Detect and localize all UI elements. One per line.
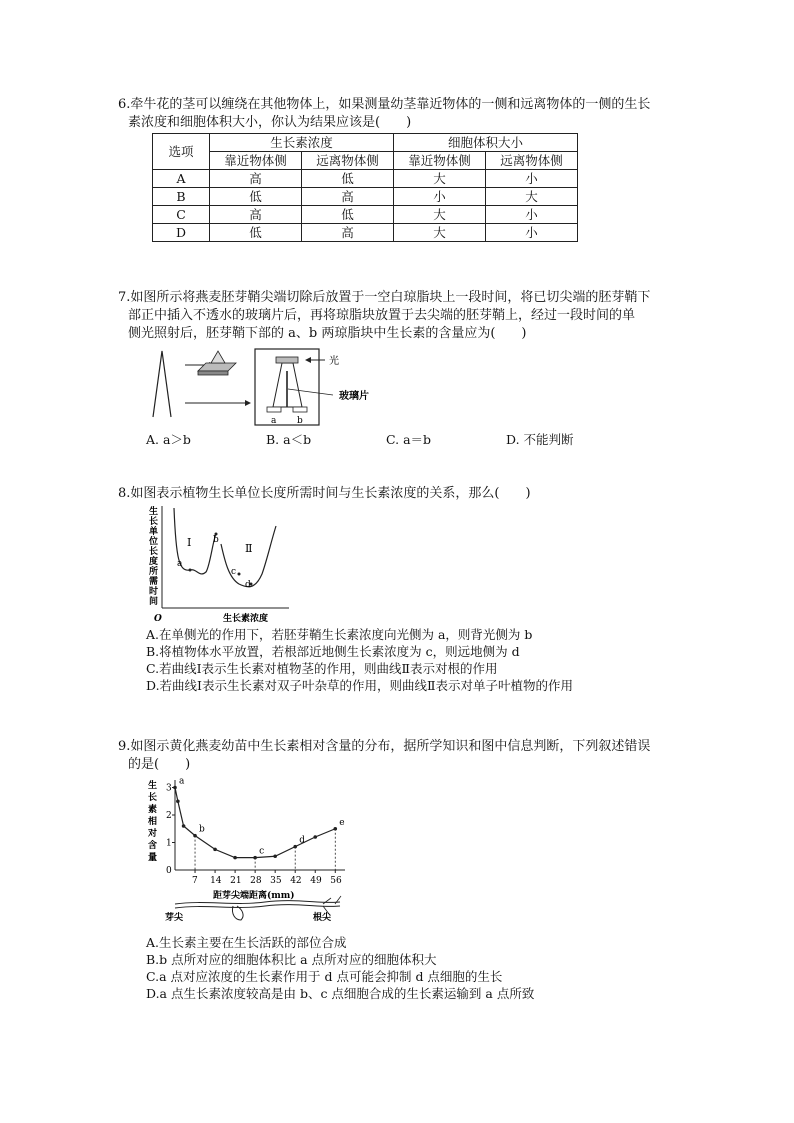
coleoptile-tip-shape bbox=[153, 351, 171, 417]
q9-data-point bbox=[193, 834, 197, 838]
q9-y-tick-label: 0 bbox=[166, 866, 172, 876]
ylabel-char: 度 bbox=[149, 557, 159, 567]
table-cell: 高 bbox=[210, 170, 302, 188]
arrow-head-icon bbox=[245, 400, 251, 406]
agar-block-b bbox=[293, 407, 307, 412]
q9-data-point bbox=[233, 856, 237, 860]
q8-origin: O bbox=[154, 614, 162, 624]
q8-label-c: c bbox=[231, 567, 237, 577]
q7-option-d[interactable]: D. 不能判断 bbox=[506, 432, 574, 447]
q6-th-option: 选项 bbox=[153, 134, 210, 170]
q9-data-point bbox=[273, 854, 277, 858]
q6-stem-line1: 6.牵牛花的茎可以缠绕在其他物体上，如果测量幼茎靠近物体的一侧和远离物体的一侧的生长 bbox=[118, 97, 651, 112]
table-cell: 低 bbox=[302, 170, 394, 188]
table-row bbox=[153, 206, 578, 224]
q6-table bbox=[152, 133, 578, 242]
tip-on-agar-icon bbox=[211, 351, 225, 363]
table-row bbox=[153, 170, 578, 188]
arrow-head-icon bbox=[305, 357, 311, 363]
q6-th-near-1: 靠近物体侧 bbox=[210, 152, 302, 170]
seedling-stem bbox=[175, 901, 340, 904]
table-cell: 高 bbox=[302, 188, 394, 206]
question-6 bbox=[118, 96, 698, 132]
table-row bbox=[153, 224, 578, 242]
table-cell: 大 bbox=[394, 224, 486, 242]
q8-curve-2 bbox=[221, 526, 276, 587]
table-cell: 小 bbox=[394, 188, 486, 206]
q9-stem-line2: 的是( ) bbox=[128, 757, 191, 772]
table-cell: D bbox=[153, 224, 210, 242]
q8-options bbox=[146, 626, 706, 694]
q6-th-near-2: 靠近物体侧 bbox=[394, 152, 486, 170]
glass-label: 玻璃片 bbox=[339, 391, 369, 402]
table-cell: 大 bbox=[394, 206, 486, 224]
table-cell: 高 bbox=[210, 206, 302, 224]
root-hairs bbox=[323, 896, 341, 914]
ylabel-char: 位 bbox=[149, 537, 159, 547]
q9-x-tick-label: 14 bbox=[210, 876, 222, 886]
ylabel-char: 长 bbox=[149, 547, 159, 557]
q8-option-a[interactable]: A.在单侧光的作用下，若胚芽鞘生长素浓度向光侧为 a，则背光侧为 b bbox=[146, 627, 533, 642]
q8-point-c bbox=[238, 573, 241, 576]
ylabel-char: 长 bbox=[148, 793, 158, 803]
table-cell: 小 bbox=[486, 224, 578, 242]
question-8 bbox=[118, 485, 698, 503]
q9-data-point bbox=[176, 799, 180, 803]
q8-option-c[interactable]: C.若曲线Ⅰ表示生长素对植物茎的作用，则曲线Ⅱ表示对根的作用 bbox=[146, 661, 498, 676]
q9-data-point bbox=[253, 856, 257, 860]
q9-options bbox=[146, 934, 706, 1002]
ylabel-char: 素 bbox=[148, 805, 158, 815]
table-cell: 低 bbox=[210, 188, 302, 206]
q9-data-point bbox=[333, 827, 337, 831]
label-a: a bbox=[271, 416, 277, 426]
ylabel-char: 需 bbox=[149, 577, 159, 587]
q9-x-tick-label: 42 bbox=[290, 876, 302, 886]
q8-label-b: b bbox=[213, 535, 219, 545]
q7-option-a[interactable]: A. a＞b bbox=[146, 432, 191, 447]
q9-option-c[interactable]: C.a 点对应浓度的生长素作用于 d 点可能会抑制 d 点细胞的生长 bbox=[146, 969, 503, 984]
q9-x-tick-label: 49 bbox=[310, 876, 322, 886]
q9-xlabel: 距芽尖端距离(mm) bbox=[213, 891, 295, 901]
q8-xlabel: 生长素浓度 bbox=[223, 614, 269, 624]
q7-stem-line3: 侧光照射后，胚芽鞘下部的 a、b 两琼脂块中生长素的含量应为( ) bbox=[128, 326, 527, 341]
q7-options bbox=[146, 430, 706, 448]
table-cell: 大 bbox=[394, 170, 486, 188]
q9-y-tick-label: 2 bbox=[166, 811, 172, 821]
q9-stem-line1: 9.如图示黄化燕麦幼苗中生长素相对含量的分布，据所学知识和图中信息判断，下列叙述错误 bbox=[118, 739, 651, 754]
glass-pointer-line bbox=[288, 389, 333, 395]
q8-label-a: a bbox=[177, 559, 183, 569]
agar-block-top bbox=[198, 363, 236, 371]
q9-point-label: b bbox=[199, 824, 205, 835]
q9-option-a[interactable]: A.生长素主要在生长活跃的部位合成 bbox=[146, 935, 347, 950]
q7-option-c[interactable]: C. a＝b bbox=[386, 432, 432, 447]
q9-data-point bbox=[213, 848, 217, 852]
q9-x-tick-label: 28 bbox=[250, 876, 262, 886]
label-b: b bbox=[297, 416, 303, 426]
q9-data-point bbox=[173, 786, 177, 790]
seed-shape bbox=[232, 906, 243, 920]
table-row bbox=[153, 188, 578, 206]
q7-stem-line1: 7.如图所示将燕麦胚芽鞘尖端切除后放置于一空白琼脂块上一段时间，将已切尖端的胚芽鞘下 bbox=[118, 290, 651, 305]
table-cell: C bbox=[153, 206, 210, 224]
q9-figure bbox=[145, 778, 355, 928]
q9-x-tick-label: 56 bbox=[330, 876, 342, 886]
ylabel-char: 量 bbox=[148, 853, 158, 863]
q9-root-label: 根尖 bbox=[313, 913, 332, 923]
ylabel-char: 生 bbox=[149, 507, 159, 517]
table-cell: 低 bbox=[302, 206, 394, 224]
q7-figure bbox=[145, 345, 405, 427]
q9-x-tick-label: 21 bbox=[230, 876, 242, 886]
q9-point-label: a bbox=[179, 778, 185, 787]
q9-y-tick-label: 3 bbox=[166, 783, 172, 794]
q9-series-line bbox=[175, 788, 335, 858]
q8-point-a bbox=[189, 569, 192, 572]
q9-point-label: c bbox=[259, 846, 265, 857]
q9-option-b[interactable]: B.b 点所对应的细胞体积比 a 点所对应的细胞体积大 bbox=[146, 952, 437, 967]
q9-tip-label: 芽尖 bbox=[165, 913, 184, 923]
q9-data-point bbox=[313, 835, 317, 839]
q8-curve-2-label: Ⅱ bbox=[245, 542, 253, 555]
q9-ylabel bbox=[147, 779, 157, 863]
table-cell: 高 bbox=[302, 224, 394, 242]
table-cell: B bbox=[153, 188, 210, 206]
table-cell: 低 bbox=[210, 224, 302, 242]
light-label: 光 bbox=[329, 356, 339, 367]
q7-stem-line2: 部正中插入不透水的玻璃片后，再将琼脂块放置于去尖端的胚芽鞘上，经过一段时间的单 bbox=[128, 308, 636, 323]
q8-curve-1-label: Ⅰ bbox=[187, 536, 192, 549]
ylabel-char: 单 bbox=[149, 527, 159, 537]
q6-th-far-2: 远离物体侧 bbox=[486, 152, 578, 170]
q7-option-b[interactable]: B. a＜b bbox=[266, 432, 312, 447]
agar-block-a bbox=[267, 407, 281, 412]
q8-option-d[interactable]: D.若曲线Ⅰ表示生长素对双子叶杂草的作用，则曲线Ⅱ表示对单子叶植物的作用 bbox=[146, 678, 573, 693]
table-cell: 小 bbox=[486, 206, 578, 224]
question-7 bbox=[118, 289, 698, 343]
q6-th-auxin: 生长素浓度 bbox=[210, 134, 394, 152]
question-9 bbox=[118, 738, 698, 774]
q6-stem-line2: 素浓度和细胞体积大小，你认为结果应该是( ) bbox=[128, 115, 412, 130]
q6-th-cell: 细胞体积大小 bbox=[394, 134, 578, 152]
q8-label-d: d bbox=[245, 580, 251, 590]
ylabel-char: 间 bbox=[149, 597, 159, 607]
q9-x-tick-label: 7 bbox=[192, 876, 198, 886]
q8-ylabel bbox=[148, 505, 158, 607]
ylabel-char: 含 bbox=[148, 841, 158, 851]
table-cell: 小 bbox=[486, 170, 578, 188]
q9-data-point bbox=[293, 845, 297, 849]
q8-figure bbox=[143, 504, 293, 624]
seedling-stem-lower bbox=[175, 905, 340, 908]
ylabel-char: 时 bbox=[149, 587, 159, 597]
table-cell: A bbox=[153, 170, 210, 188]
q9-point-label: e bbox=[339, 817, 345, 828]
q9-data-point bbox=[182, 824, 186, 828]
ylabel-char: 对 bbox=[148, 829, 158, 839]
q8-option-b[interactable]: B.将植物体水平放置，若根部近地侧生长素浓度为 c，则远地侧为 d bbox=[146, 644, 520, 659]
q6-th-far-1: 远离物体侧 bbox=[302, 152, 394, 170]
q9-plot bbox=[166, 778, 345, 901]
table-cell: 大 bbox=[486, 188, 578, 206]
q9-point-label: d bbox=[299, 835, 305, 846]
q8-stem: 8.如图表示植物生长单位长度所需时间与生长素浓度的关系，那么( ) bbox=[118, 486, 531, 501]
ylabel-char: 所 bbox=[149, 567, 159, 577]
agar-block-on-coleoptile bbox=[276, 357, 298, 363]
q9-x-tick-label: 35 bbox=[270, 876, 282, 886]
agar-block-side bbox=[198, 371, 228, 375]
ylabel-char: 相 bbox=[148, 817, 158, 827]
ylabel-char: 生 bbox=[148, 781, 158, 791]
q9-option-d[interactable]: D.a 点生长素浓度较高是由 b、c 点细胞合成的生长素运输到 a 点所致 bbox=[146, 986, 535, 1001]
ylabel-char: 长 bbox=[149, 517, 159, 527]
q9-y-tick-label: 1 bbox=[166, 838, 172, 849]
